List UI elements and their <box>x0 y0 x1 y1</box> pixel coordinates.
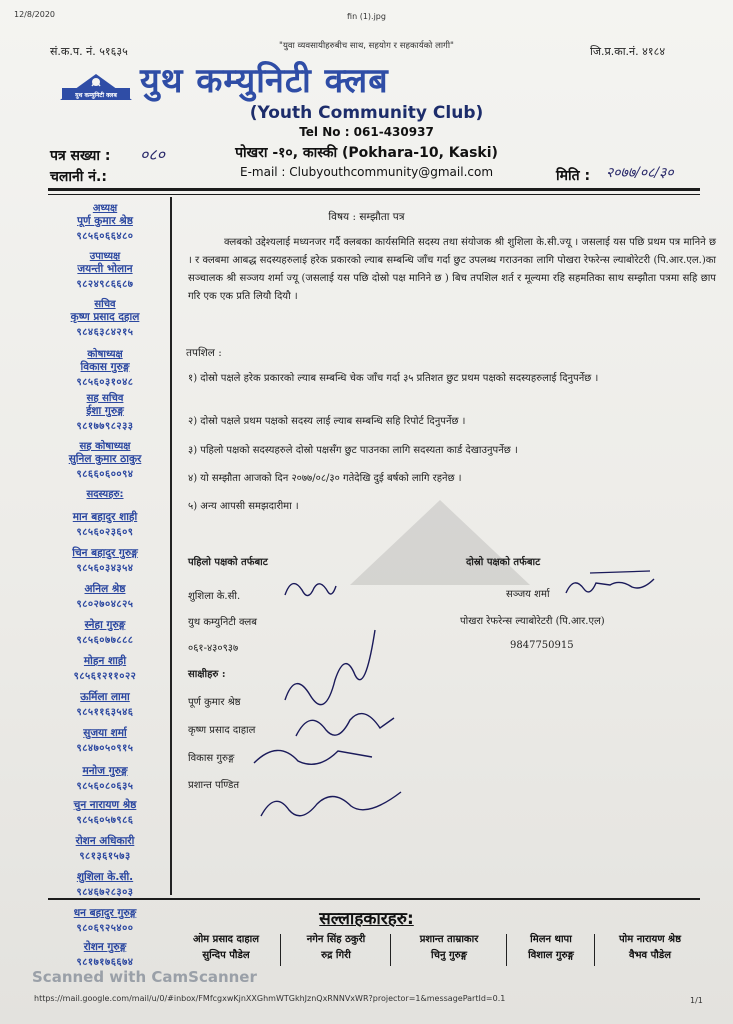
committee-member-phone: ९८०६९२५४०० <box>76 923 134 934</box>
committee-member-name: ईशा गुरुङ्ग <box>86 405 124 417</box>
committee-entry <box>40 390 170 432</box>
second-party-phone: 9847750915 <box>510 640 574 651</box>
patra-number: ०८० <box>140 145 165 164</box>
committee-entry <box>40 618 170 646</box>
committee-member-phone: ९८५६०२३६०९ <box>76 527 134 538</box>
witness-2: कृष्ण प्रसाद दाहाल <box>188 725 256 736</box>
slogan: "युवा व्यवसायीहरुबीच साथ, सहयोग र सहकार्यको लागी" <box>279 41 454 51</box>
address: पोखरा -१०, कास्की (Pokhara-10, Kaski) <box>235 145 498 161</box>
committee-entry <box>40 582 170 610</box>
committee-member-phone: ९८०२७०४८२५ <box>76 599 134 610</box>
committee-member-name: सुनिल कुमार ठाकुर <box>68 453 142 465</box>
advisor-column <box>508 932 594 964</box>
committee-entry <box>40 834 170 862</box>
committee-entry <box>40 346 170 388</box>
committee-role: सदस्यहरु: <box>86 489 124 500</box>
advisor-name: वैभव पौडेल <box>628 950 672 961</box>
committee-member-name: सुजया शर्मा <box>83 727 127 739</box>
committee-member-name: चिन बहादुर गुरुङ्ग <box>72 547 138 559</box>
committee-member-phone: ९८१३६१५७३ <box>79 851 131 862</box>
committee-member-phone: ९८५६०३४३५४ <box>76 563 134 574</box>
committee-member-phone: ९८१७१७६६७४ <box>76 957 134 968</box>
second-party-org: पोखरा रेफरेन्स ल्याबोरेटरी (पि.आर.एल) <box>460 616 605 627</box>
signature-first-party <box>280 570 340 610</box>
committee-member-name: ऊर्मिला लामा <box>80 691 130 703</box>
sidebar-divider <box>170 197 172 895</box>
committee-member-name: विकास गुरुङ्ग <box>80 361 130 373</box>
committee-entry <box>40 870 170 898</box>
committee-member-phone: ९८४७०५०९१५ <box>76 743 134 754</box>
witness-3: विकास गुरुङ्ग <box>188 753 235 764</box>
committee-member-name: मोहन शाही <box>83 655 127 667</box>
witness-1: पूर्ण कुमार श्रेष्ठ <box>188 697 241 708</box>
patra-label: पत्र सख्या : <box>50 148 111 164</box>
committee-member-phone: ९८५६०३१०४८ <box>76 377 134 388</box>
first-party-heading: पहिलो पक्षको तर्फबाट <box>188 557 268 568</box>
advisor-name: पोम नारायण श्रेष्ठ <box>618 934 682 945</box>
committee-role: सह सचिव <box>86 393 124 404</box>
advisor-name: सुन्दिप पौडेल <box>202 950 250 961</box>
letter-subject: विषय : सम्झौता पत्र <box>328 211 405 223</box>
advisor-name: ओम प्रसाद दाहाल <box>192 934 260 945</box>
chalani-label: चलानी नं.: <box>50 169 107 185</box>
advisor-separator <box>506 934 507 966</box>
committee-member-phone: ९८५६०७७८८८ <box>76 635 134 646</box>
advisor-separator <box>280 934 281 966</box>
committee-member-phone: ९८१७७९८२३३ <box>76 421 134 432</box>
committee-member-name: शुशिला के.सी. <box>76 871 134 883</box>
committee-entry <box>40 248 170 290</box>
first-party-name: शुशिला के.सी. <box>188 591 241 602</box>
email: E-mail : Clubyouthcommunity@gmail.com <box>239 165 494 179</box>
advisor-separator <box>594 934 595 966</box>
footer-rule <box>48 898 700 900</box>
print-date: 12/8/2020 <box>14 10 56 19</box>
committee-member-phone: ९८२४९८६६८७ <box>76 279 134 290</box>
committee-member-name: स्नेहा गुरुङ्ग <box>84 619 126 631</box>
committee-member-name: रोशन गुरुङ्ग <box>83 941 127 953</box>
term-item-5: ५) अन्य आपसी समझदारीमा । <box>188 501 299 512</box>
committee-entry <box>40 546 170 574</box>
second-party-name: सञ्जय शर्मा <box>506 589 550 600</box>
committee-entry <box>40 798 170 826</box>
date-value: २०७७/०८/३० <box>606 165 674 181</box>
first-party-org: युथ कम्युनिटी क्लब <box>188 617 257 628</box>
tapashil-heading: तपशिल : <box>186 347 222 359</box>
committee-entry <box>40 726 170 754</box>
telephone: Tel No : 061-430937 <box>299 125 434 139</box>
committee-member-name: अनिल श्रेष्ठ <box>84 583 126 595</box>
committee-member-name: मान बहादुर शाही <box>72 511 138 523</box>
committee-role: सह कोषाध्यक्ष <box>79 441 131 452</box>
print-filename: fin (1).jpg <box>347 12 386 21</box>
witness-heading: साक्षीहरु : <box>188 669 226 680</box>
term-item-4: ४) यो सम्झौता आजको दिन २०७७/०८/३० गतेदेखि दुई बर्षको लागि रहनेछ । <box>188 473 462 484</box>
scanner-watermark: Scanned with CamScanner <box>32 968 257 986</box>
committee-entry <box>40 940 170 968</box>
advisor-column <box>596 932 704 964</box>
advisor-column <box>172 932 280 964</box>
second-party-heading: दोस्रो पक्षको तर्फबाट <box>466 557 541 568</box>
term-item-2: २) दोस्रो पक्षले प्रथम पक्षको सदस्य लाई ल्याब सम्बन्धि सहि रिपोर्ट दिनुपर्नेछ । <box>188 416 466 427</box>
committee-member-phone: ९८५६०६६४८० <box>76 231 134 242</box>
committee-entry <box>40 690 170 718</box>
committee-entry <box>40 486 170 500</box>
term-item-1: १) दोस्रो पक्षले हरेक प्रकारको ल्याब सम्बन्धि चेक जाँच गर्दा ३५ प्रतिशत छुट प्रथम पक्षको सदस्यहरुलाई दिनुपर्नेछ । <box>188 373 599 384</box>
district-registration-number: जि.प्र.का.नं. ४१८४ <box>590 45 666 58</box>
committee-role: सचिव <box>94 299 116 310</box>
header-rule <box>48 188 700 191</box>
committee-entry <box>40 510 170 538</box>
advisor-separator <box>390 934 391 966</box>
signature-witness-4 <box>255 780 405 830</box>
letter-intro: क्लबको उद्देश्यलाई मध्यनजर गर्दै क्लबका कार्यसमिति सदस्य तथा संयोजक श्री शुशिला के.सी.ज्यू । जसलाई यस पछि प्रथम पत्र मानिने छ । र क्लबमा आबद्ध सदस्यहरुलाई हरेक प्रकारको ल्याब सम्बन्धि जाँच गर्दा छुट उपलब्ध गराउनका लागि पोखरा रेफरेन्स ल्याबोरेटरी (पि.आर.एल.)का सञ्चालक श्री सञ्जय शर्मा ज्यू (जसलाई यस पछि दोस्रो पक्ष मानिने छ ) बिच तपशिल शर्त र मूल्यमा रहि सहमतिका साथ सम्झौता पत्रमा सहि छाप गरि एक एक प्रति लियौ दियौ । <box>188 237 716 302</box>
advisor-name: रुद्र गिरी <box>321 950 351 961</box>
advisor-name: प्रशान्त ताम्राकार <box>419 934 479 945</box>
logo-caption: युथ कम्युनिटी क्लब <box>75 92 117 99</box>
committee-member-phone: ९८४६७२८३०३ <box>76 887 134 898</box>
committee-role: अध्यक्ष <box>92 203 118 214</box>
committee-member-name: धन बहादुर गुरुङ्ग <box>73 907 137 919</box>
committee-entry <box>40 654 170 682</box>
committee-member-name: पूर्ण कुमार श्रेष्ठ <box>77 215 133 227</box>
club-title-nepali: युथ कम्युनिटी क्लब <box>140 61 389 101</box>
term-item-3: ३) पहिलो पक्षको सदस्यहरुले दोस्रो पक्षसँग छुट पाउनका लागि सदस्यता कार्ड देखाउनुपर्नेछ । <box>188 445 518 456</box>
committee-member-phone: ९८६६०६००९४ <box>76 469 134 480</box>
signature-witness-3 <box>248 735 378 775</box>
committee-member-phone: ९८५६०८०६३५ <box>76 781 134 792</box>
committee-member-phone: ९८५६०५७९८६ <box>76 815 134 826</box>
committee-entry <box>40 296 170 338</box>
signature-second-party <box>560 565 660 605</box>
advisor-name: नगेन सिंह ठकुरी <box>306 934 366 945</box>
advisors-heading: सल्लाहकारहरु: <box>319 909 414 929</box>
first-party-phone: ०६१-४३०९३७ <box>188 643 239 654</box>
committee-member-name: मनोज गुरुङ्ग <box>82 765 128 777</box>
committee-member-phone: ९८४६३८४२१५ <box>76 327 134 338</box>
committee-member-name: कृष्ण प्रसाद दहाल <box>70 311 140 323</box>
advisor-name: मिलन थापा <box>530 934 572 945</box>
committee-role: उपाध्यक्ष <box>89 251 121 262</box>
advisor-name: चिनु गुरुङ्ग <box>431 950 467 961</box>
header-rule-thin <box>48 194 700 195</box>
date-label: मिति : <box>556 168 591 184</box>
print-page-number: 1/1 <box>690 996 703 1005</box>
witness-4: प्रशान्त पण्डित <box>188 780 240 791</box>
print-url: https://mail.google.com/mail/u/0/#inbox/FMfcgxwKjnXXGhmWTGkhJznQxRNNVxWR?projector=1&messagePartId=0.1 <box>34 994 506 1003</box>
committee-entry <box>40 764 170 792</box>
advisor-name: विशाल गुरुङ्ग <box>528 950 574 961</box>
registration-number: सं.क.प. नं. ५१६३५ <box>50 45 128 58</box>
advisor-column <box>282 932 390 964</box>
committee-member-name: चुन नारायण श्रेष्ठ <box>73 799 137 811</box>
committee-entry <box>40 438 170 480</box>
committee-role: कोषाध्यक्ष <box>87 349 123 360</box>
committee-member-phone: ९८५६१२११०२२ <box>73 671 137 682</box>
committee-member-phone: ९८५११६३५४६ <box>76 707 134 718</box>
club-title-english: (Youth Community Club) <box>249 103 484 123</box>
committee-member-name: रोशन अधिकारी <box>75 835 135 847</box>
committee-member-name: जयन्ती भोलान <box>77 263 133 275</box>
advisor-column <box>392 932 506 964</box>
